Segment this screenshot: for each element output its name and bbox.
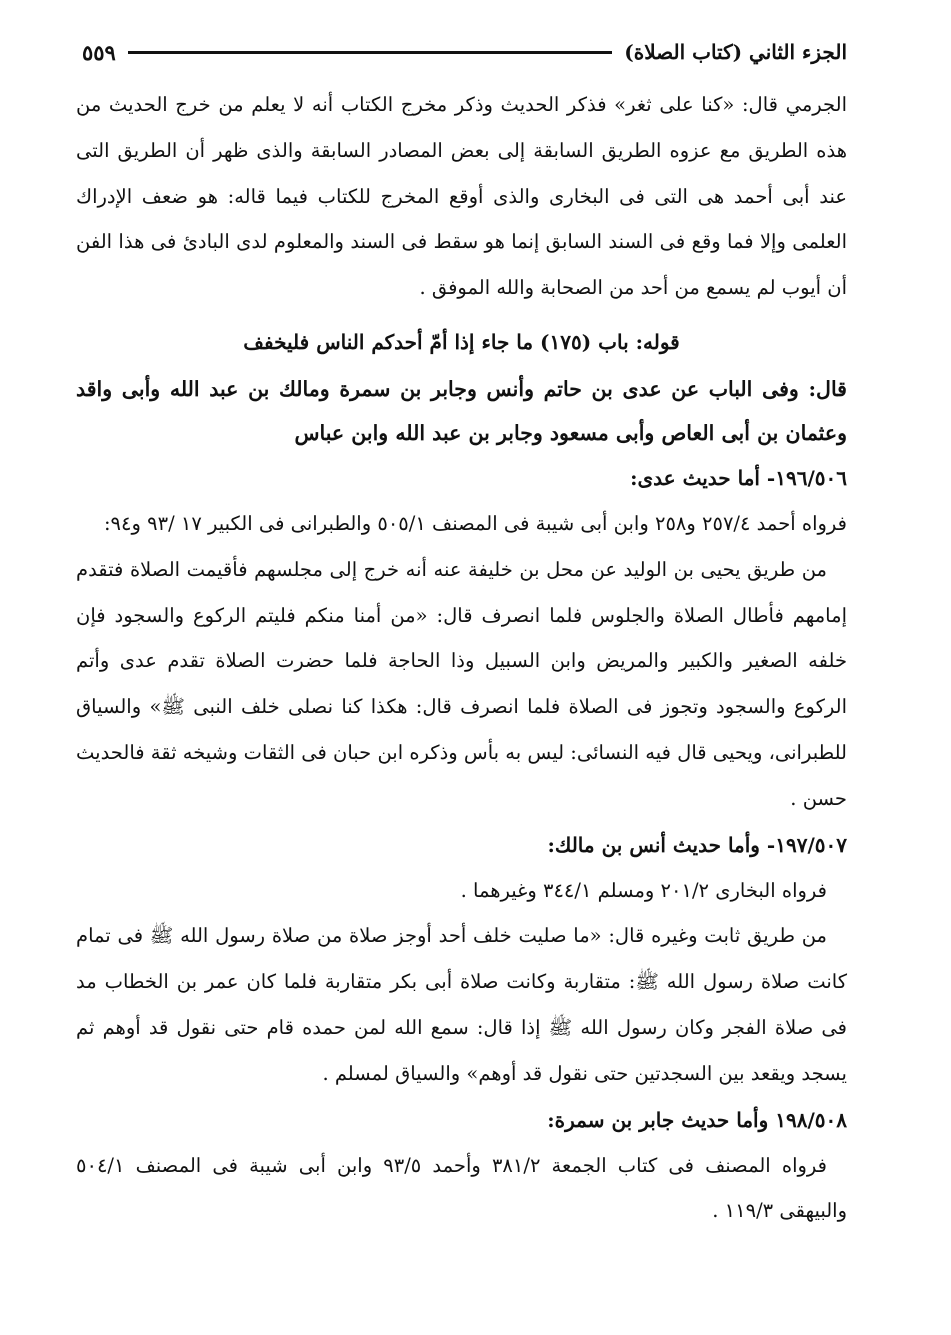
hadith-heading-jabir: ١٩٨/٥٠٨ وأما حديث جابر بن سمرة: bbox=[547, 1107, 847, 1132]
header-rule bbox=[128, 51, 612, 54]
paragraph-jabir-sources: فرواه المصنف فى كتاب الجمعة ٣٨١/٢ وأحمد ٩٣/٥ وابن أبى شيبة فى المصنف ٥٠٤/١ والبيهقى ١١٩/٣ . bbox=[76, 1153, 847, 1223]
qala-paragraph: قال: وفى الباب عن عدى بن حاتم وأنس وجابر بن سمرة ومالك بن عبد الله وأبى واقد وعثمان بن أبى العاص وأبى مسعود وجابر بن عبد الله وابن عباس bbox=[76, 376, 847, 445]
hadith-heading-anas: ١٩٧/٥٠٧- وأما حديث أنس بن مالك: bbox=[547, 832, 847, 857]
page-body bbox=[76, 82, 847, 1234]
paragraph-adi-text: من طريق يحيى بن الوليد عن محل بن خليفة عنه أنه خرج إلى مجلسهم فأقيمت الصلاة فتقدم إمامهم فأطال الصلاة والجلوس فلما انصرف قال: «من أمنا منكم فليتم الركوع والسجود فإن خلفه الصغير والكبير والمريض وابن السبيل وذا الحاجة فلما حضرت الصلاة تقدم عدى وأتم الركوع والسجود وتجوز فى الصلاة فلما انصرف قال: هكذا كنا نصلى خلف النبى ﷺ» والسياق للطبرانى، ويحيى قال فيه النسائى: ليس به بأس وذكره ابن حبان فى الثقات وشيخه ثقة فالحديث حسن . bbox=[76, 557, 847, 810]
hadith-heading-adi: ١٩٦/٥٠٦- أما حديث عدى: bbox=[630, 465, 847, 490]
paragraph-adi-sources: فرواه أحمد ٢٥٧/٤ و٢٥٨ وابن أبى شيبة فى المصنف ٥٠٥/١ والطبرانى فى الكبير ١٧ /٩٣ و٩٤: bbox=[103, 511, 847, 535]
page-number: ٥٥٩ bbox=[82, 39, 116, 65]
paragraph-jarmi: الجرمي قال: «كنا على ثغر» فذكر الحديث وذكر مخرج الكتاب أنه لا يعلم من خرج الحديث من هذه الطريق مع عزوه الطريق السابقة إلى بعض المصادر السابقة والذى ظهر أن الطريق التى عند أبى أحمد هى التى فى البخارى والذى أوقع المخرج للكتاب فيما قاله: هو ضعف الإدراك العلمى وإلا فما وقع فى السند السابق إنما هو سقط فى السند والمعلوم لدى البادئ فى هذا الفن أن أيوب لم يسمع من أحد من الصحابة والله الموفق . bbox=[76, 93, 847, 300]
chapter-heading: قوله: باب (١٧٥) ما جاء إذا أمّ أحدكم الناس فليخفف bbox=[243, 329, 680, 354]
paragraph-anas-text: من طريق ثابت وغيره قال: «ما صليت خلف أحد أوجز صلاة من صلاة رسول الله ﷺ فى تمام كانت صلاة رسول الله ﷺ: متقاربة وكانت صلاة أبى بكر متقاربة فلما كان عمر بن الخطاب مد فى صلاة الفجر وكان رسول الله ﷺ إذا قال: سمع الله لمن حمده قام حتى نقول قد أوهم ثم يسجد ويقعد بين السجدتين حتى نقول قد أوهم» والسياق لمسلم . bbox=[76, 924, 847, 1085]
paragraph-anas-sources: فرواه البخارى ٢٠١/٢ ومسلم ٣٤٤/١ وغيرهما . bbox=[460, 878, 827, 902]
page-header bbox=[82, 34, 847, 70]
running-head: الجزء الثاني (كتاب الصلاة) bbox=[624, 40, 847, 64]
